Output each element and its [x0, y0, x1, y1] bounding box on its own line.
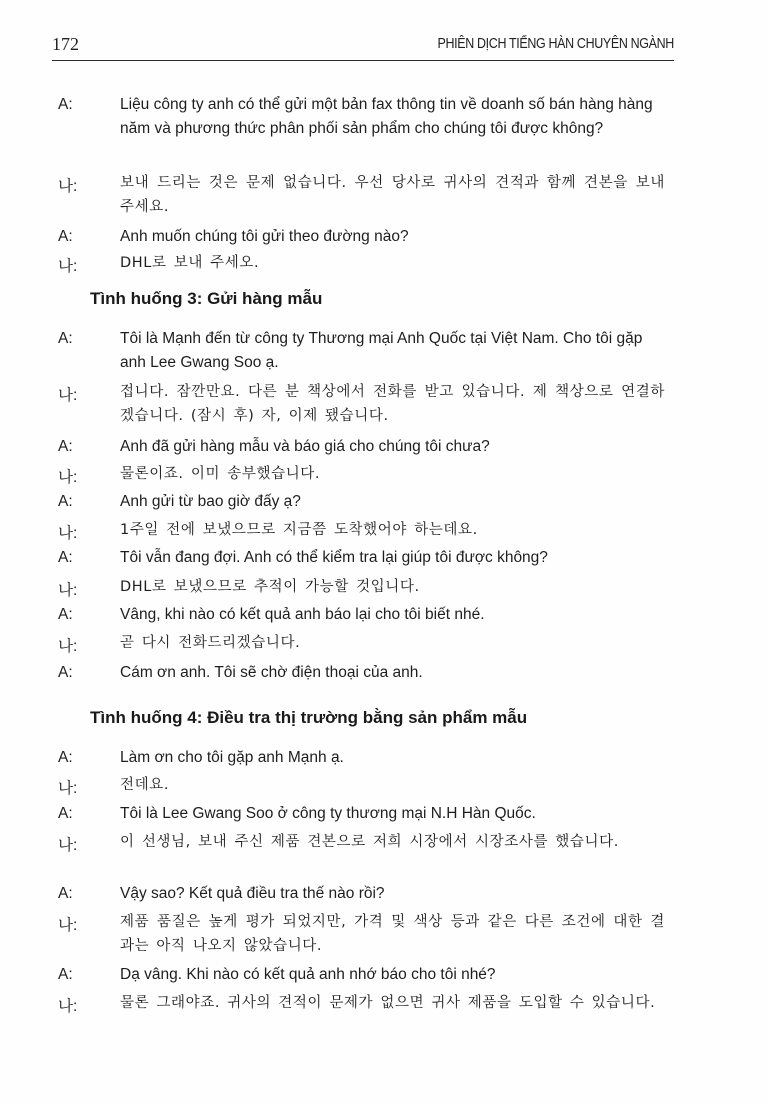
utterance: 물론이죠. 이미 송부했습니다.	[120, 466, 321, 482]
speaker-label: 나:	[58, 178, 78, 195]
page-number: 172	[52, 34, 79, 54]
speaker-label: 나:	[58, 998, 78, 1015]
utterance: 접니다. 잠깐만요. 다른 분 책상에서 전화를 받고 있습니다. 제 책상으로 연결하겠습니다. (잠시 후) 자, 이제 됐습니다.	[120, 384, 665, 424]
speaker-label: A:	[58, 664, 73, 681]
utterance: Tôi vẫn đang đợi. Anh có thể kiểm tra lại giúp tôi được không?	[120, 549, 548, 566]
utterance: Làm ơn cho tôi gặp anh Mạnh ạ.	[120, 749, 344, 766]
speaker-label: 나:	[58, 917, 78, 934]
speaker-label: A:	[58, 805, 73, 822]
speaker-label: A:	[58, 493, 73, 510]
utterance: 제품 품질은 높게 평가 되었지만, 가격 및 색상 등과 같은 다른 조건에 대한 결과는 아직 나오지 않았습니다.	[120, 914, 665, 954]
utterance: Anh đã gửi hàng mẫu và báo giá cho chúng tôi chưa?	[120, 438, 490, 455]
utterance: 물론 그래야죠. 귀사의 견적이 문제가 없으면 귀사 제품을 도입할 수 있습니다.	[120, 995, 656, 1011]
utterance: Anh muốn chúng tôi gửi theo đường nào?	[120, 228, 409, 245]
utterance: 보내 드리는 것은 문제 없습니다. 우선 당사로 귀사의 견적과 함께 견본을 보내 주세요.	[120, 175, 665, 215]
speaker-label: A:	[58, 549, 73, 566]
speaker-label: A:	[58, 330, 73, 347]
utterance: 1주일 전에 보냈으므로 지금쯤 도착했어야 하는데요.	[120, 522, 478, 538]
utterance: 전데요.	[120, 777, 170, 793]
utterance: Tôi là Mạnh đến từ công ty Thương mại Anh Quốc tại Việt Nam. Cho tôi gặp anh Lee Gwang Soo ạ.	[120, 330, 643, 371]
speaker-label: A:	[58, 438, 73, 455]
speaker-label: 나:	[58, 638, 78, 655]
speaker-label: 나:	[58, 469, 78, 486]
speaker-label: A:	[58, 885, 73, 902]
utterance: Tôi là Lee Gwang Soo ở công ty thương mại N.H Hàn Quốc.	[120, 805, 536, 822]
speaker-label: 나:	[58, 258, 78, 275]
speaker-label: A:	[58, 966, 73, 983]
utterance: Vậy sao? Kết quả điều tra thế nào rồi?	[120, 885, 385, 902]
section-heading: Tình huống 3: Gửi hàng mẫu	[90, 289, 323, 308]
speaker-label: 나:	[58, 780, 78, 797]
utterance: Cám ơn anh. Tôi sẽ chờ điện thoại của anh.	[120, 664, 423, 681]
speaker-label: A:	[58, 228, 73, 245]
speaker-label: 나:	[58, 525, 78, 542]
speaker-label: A:	[58, 749, 73, 766]
utterance: DHL로 보냈으므로 추적이 가능할 것입니다.	[120, 579, 420, 595]
speaker-label: A:	[58, 96, 73, 113]
utterance: Liệu công ty anh có thể gửi một bản fax thông tin về doanh số bán hàng hàng năm và phương thức phân phối sản phẩm cho chúng tôi được không?	[120, 96, 653, 137]
utterance: 곧 다시 전화드리겠습니다.	[120, 635, 301, 651]
utterance: Anh gửi từ bao giờ đấy ạ?	[120, 493, 301, 510]
section-heading: Tình huống 4: Điều tra thị trường bằng sản phẩm mẫu	[90, 708, 528, 727]
speaker-label: 나:	[58, 837, 78, 854]
utterance: Dạ vâng. Khi nào có kết quả anh nhớ báo cho tôi nhé?	[120, 966, 496, 983]
utterance: 이 선생님, 보내 주신 제품 견본으로 저희 시장에서 시장조사를 했습니다.	[120, 834, 619, 850]
speaker-label: A:	[58, 606, 73, 623]
page-header	[52, 30, 674, 61]
speaker-label: 나:	[58, 582, 78, 599]
speaker-label: 나:	[58, 387, 78, 404]
utterance: Vâng, khi nào có kết quả anh báo lại cho tôi biết nhé.	[120, 606, 485, 623]
utterance: DHL로 보내 주세오.	[120, 255, 260, 271]
running-title: PHIÊN DỊCH TIẾNG HÀN CHUYÊN NGÀNH	[437, 36, 674, 52]
